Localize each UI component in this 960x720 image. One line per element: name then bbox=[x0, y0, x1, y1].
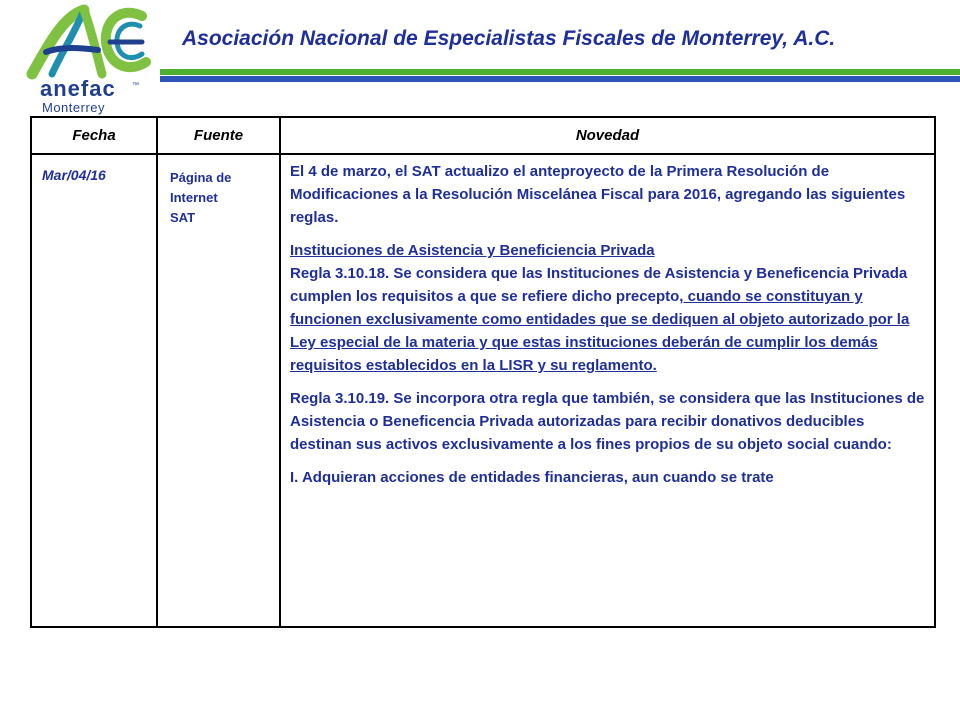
logo-city: Monterrey bbox=[42, 100, 106, 115]
news-table bbox=[30, 116, 936, 628]
novedad-rule-3-10-18 bbox=[290, 262, 928, 377]
fuente-line: SAT bbox=[170, 210, 196, 225]
novedad-section-title: Instituciones de Asistencia y Beneficiencia Privada bbox=[290, 242, 655, 259]
anefac-logo-mark bbox=[22, 2, 152, 82]
anefac-logo bbox=[22, 2, 152, 114]
logo-wordmark: anefac bbox=[40, 76, 116, 101]
cell-novedad bbox=[280, 154, 935, 627]
header-band-green bbox=[160, 69, 960, 75]
table-header-row bbox=[31, 117, 935, 154]
fuente-line: Página de bbox=[170, 170, 232, 185]
novedad-rule-3-10-19: Regla 3.10.19. Se incorpora otra regla que también, se considera que las Instituciones de Asistencia o Beneficencia Privada autorizadas para recibir donativos deducibles destinan sus activos exclusivamente a los fines propios de su objeto social cuando: bbox=[290, 390, 925, 453]
fuente-line: Internet bbox=[170, 190, 218, 205]
organization-title: Asociación Nacional de Especialistas Fiscales de Monterrey, A.C. bbox=[182, 27, 836, 50]
table-row bbox=[31, 154, 935, 627]
header-fuente: Fuente bbox=[157, 117, 280, 154]
cell-fecha: Mar/04/16 bbox=[31, 154, 157, 627]
cell-fuente bbox=[157, 154, 280, 627]
header-band-blue bbox=[160, 76, 960, 82]
header-novedad: Novedad bbox=[280, 117, 935, 154]
novedad-intro: El 4 de marzo, el SAT actualizo el anteproyecto de la Primera Resolución de Modificaciones a la Resolución Miscelánea Fiscal para 2016, agregando las siguientes reglas. bbox=[290, 163, 906, 226]
header-fecha: Fecha bbox=[31, 117, 157, 154]
rule1-underlined-text: , cuando se constituyan y funcionen exclusivamente como entidades que se dediquen al objeto autorizado por la Ley especial de la materia y que estas instituciones deberán de cumplir los demás requisitos establecidos en la LISR y su reglamento. bbox=[290, 288, 910, 374]
logo-trademark: ™ bbox=[132, 82, 139, 89]
novedad-item-1: I. Adquieran acciones de entidades financieras, aun cuando se trate bbox=[290, 469, 774, 486]
rule1-text: Regla 3.10.18. Se considera que las Instituciones de Asistencia y Beneficencia Privada cumplen los requisitos a que se refiere dicho precepto bbox=[290, 265, 908, 305]
